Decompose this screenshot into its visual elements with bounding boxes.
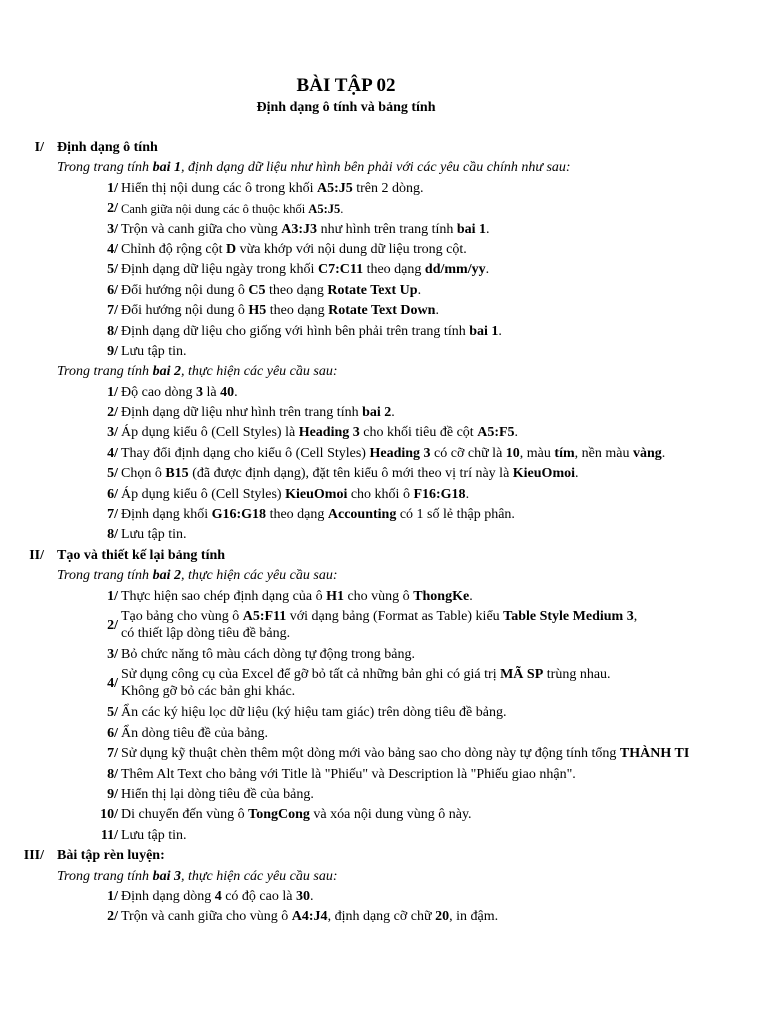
item-number: 2/ [107, 617, 118, 633]
list-item [0, 464, 768, 484]
list-item [0, 383, 768, 403]
item-text: Trộn và canh giữa cho vùng A3:J3 như hình trên trang tính bai 1. [121, 221, 490, 237]
item-text: Áp dụng kiểu ô (Cell Styles) là Heading 3 cho khối tiêu đề cột A5:F5. [121, 425, 519, 441]
list-item [0, 423, 768, 443]
item-text: Định dạng dòng 4 có độ cao là 30. [121, 888, 314, 904]
item-number: 3/ [107, 425, 118, 441]
section-heading [0, 546, 768, 566]
section-title: Tạo và thiết kế lại bảng tính [57, 547, 226, 563]
instruction-intro [0, 158, 768, 178]
item-number: 5/ [107, 705, 118, 721]
list-item [0, 403, 768, 423]
item-text: Định dạng khối G16:G18 theo dạng Accounting có 1 số lẻ thập phân. [121, 507, 515, 523]
item-number: 4/ [107, 445, 118, 461]
list-item [0, 260, 768, 280]
instruction-intro [0, 362, 768, 382]
item-text: Đổi hướng nội dung ô C5 theo dạng Rotate Text Up. [121, 282, 422, 298]
item-text: Trộn và canh giữa cho vùng ô A4:J4, định dạng cỡ chữ 20, in đậm. [121, 909, 499, 925]
item-text: Định dạng dữ liệu ngày trong khối C7:C11 theo dạng dd/mm/yy. [121, 262, 490, 278]
item-number: 1/ [107, 588, 118, 604]
list-item [0, 744, 768, 764]
list-item [0, 805, 768, 825]
list-item [0, 703, 768, 723]
list-item [0, 199, 768, 219]
list-item [0, 907, 768, 927]
list-item [0, 724, 768, 744]
item-number: 6/ [107, 486, 118, 502]
item-text: Sử dụng công cụ của Excel để gỡ bỏ tất cả những bản ghi có giá trị MÃ SP trùng nhau. Không gỡ bỏ các bản ghi khác. [121, 667, 611, 700]
item-text: Thực hiện sao chép định dạng của ô H1 cho vùng ô ThongKe. [121, 588, 473, 604]
section-number: I/ [34, 140, 44, 155]
list-item [0, 342, 768, 362]
item-number: 7/ [107, 303, 118, 319]
list-item [0, 485, 768, 505]
document-title: BÀI TẬP 02 [296, 75, 396, 96]
list-item [0, 665, 768, 703]
item-text: Tạo bảng cho vùng ô A5:F11 với dạng bảng (Format as Table) kiểu Table Style Medium 3, có thiết lập dòng tiêu đề bảng. [121, 608, 638, 641]
item-number: 6/ [107, 725, 118, 741]
intro-text: Trong trang tính bai 3, thực hiện các yêu cầu sau: [57, 868, 338, 884]
item-number: 8/ [107, 766, 118, 782]
item-text: Độ cao dòng 3 là 40. [121, 384, 238, 400]
list-item [0, 826, 768, 846]
item-text: Ẩn các ký hiệu lọc dữ liệu (ký hiệu tam giác) trên dòng tiêu đề bảng. [121, 705, 507, 721]
instruction-intro [0, 867, 768, 887]
item-number: 9/ [107, 786, 118, 802]
item-number: 7/ [107, 746, 118, 762]
item-text: Lưu tập tin. [121, 527, 187, 543]
item-number: 1/ [107, 888, 118, 904]
list-item [0, 785, 768, 805]
list-item [0, 887, 768, 907]
item-number: 1/ [107, 180, 118, 196]
item-text: Hiển thị nội dung các ô trong khối A5:J5 trên 2 dòng. [121, 180, 424, 196]
intro-text: Trong trang tính bai 2, thực hiện các yêu cầu sau: [57, 364, 338, 380]
item-number: 3/ [107, 221, 118, 237]
item-text: Hiển thị lại dòng tiêu đề của bảng. [121, 786, 314, 802]
section-number: III/ [23, 848, 44, 864]
item-text: Sử dụng kỹ thuật chèn thêm một dòng mới vào bảng sao cho dòng này tự động tính tổng THÀNH TI [121, 746, 690, 762]
list-item [0, 525, 768, 545]
item-number: 4/ [107, 676, 118, 692]
list-item [0, 444, 768, 464]
intro-text: Trong trang tính bai 2, thực hiện các yêu cầu sau: [57, 568, 338, 584]
item-text: Thêm Alt Text cho bảng với Title là "Phiếu" và Description là "Phiếu giao nhận". [121, 766, 576, 782]
list-item [0, 281, 768, 301]
list-item [0, 607, 768, 645]
item-number: 2/ [107, 405, 118, 421]
section-heading [0, 138, 768, 158]
item-number: 11/ [100, 827, 118, 843]
item-text: Định dạng dữ liệu như hình trên trang tính bai 2. [121, 405, 395, 421]
item-text: Đổi hướng nội dung ô H5 theo dạng Rotate Text Down. [121, 303, 439, 319]
item-text: Chọn ô B15 (đã được định dạng), đặt tên kiểu ô mới theo vị trí này là KieuOmoi. [121, 466, 579, 482]
item-number: 2/ [107, 909, 118, 925]
item-text: Áp dụng kiểu ô (Cell Styles) KieuOmoi cho khối ô F16:G18. [121, 486, 470, 502]
list-item [0, 765, 768, 785]
exercise-content [0, 138, 768, 928]
item-number: 9/ [107, 343, 118, 359]
item-text: Lưu tập tin. [121, 343, 187, 359]
item-text: Canh giữa nội dung các ô thuộc khối A5:J5. [121, 202, 344, 217]
document-subtitle: Định dạng ô tính và bảng tính [256, 100, 436, 115]
section-heading [0, 846, 768, 866]
list-item [0, 587, 768, 607]
item-number: 5/ [107, 262, 118, 278]
item-number: 1/ [107, 384, 118, 400]
list-item [0, 220, 768, 240]
section-number: II/ [29, 547, 44, 563]
item-text: Thay đổi định dạng cho kiểu ô (Cell Styles) Heading 3 có cỡ chữ là 10, màu tím, nền màu vàng. [121, 445, 666, 461]
list-item [0, 240, 768, 260]
item-number: 3/ [107, 646, 118, 662]
item-number: 8/ [107, 323, 118, 339]
item-number: 8/ [107, 527, 118, 543]
item-text: Di chuyển đến vùng ô TongCong và xóa nội dung vùng ô này. [121, 807, 472, 823]
intro-text: Trong trang tính bai 1, định dạng dữ liệu như hình bên phải với các yêu cầu chính như sau: [57, 160, 571, 176]
item-text: Định dạng dữ liệu cho giống với hình bên phải trên trang tính bai 1. [121, 323, 502, 339]
section-title: Định dạng ô tính [57, 140, 158, 155]
item-number: 4/ [107, 241, 118, 257]
item-number: 10/ [100, 807, 118, 823]
item-number: 7/ [107, 507, 118, 523]
item-text: Lưu tập tin. [121, 827, 187, 843]
section-title: Bài tập rèn luyện: [57, 848, 165, 864]
item-number: 5/ [107, 466, 118, 482]
list-item [0, 645, 768, 665]
list-item [0, 301, 768, 321]
item-text: Bỏ chức năng tô màu cách dòng tự động trong bảng. [121, 646, 415, 662]
list-item [0, 179, 768, 199]
list-item [0, 505, 768, 525]
item-text: Ẩn dòng tiêu đề của bảng. [121, 725, 268, 741]
item-number: 6/ [107, 282, 118, 298]
item-number: 2/ [107, 201, 118, 217]
item-text: Chỉnh độ rộng cột D vừa khớp với nội dung dữ liệu trong cột. [121, 241, 467, 257]
instruction-intro [0, 566, 768, 586]
list-item [0, 322, 768, 342]
